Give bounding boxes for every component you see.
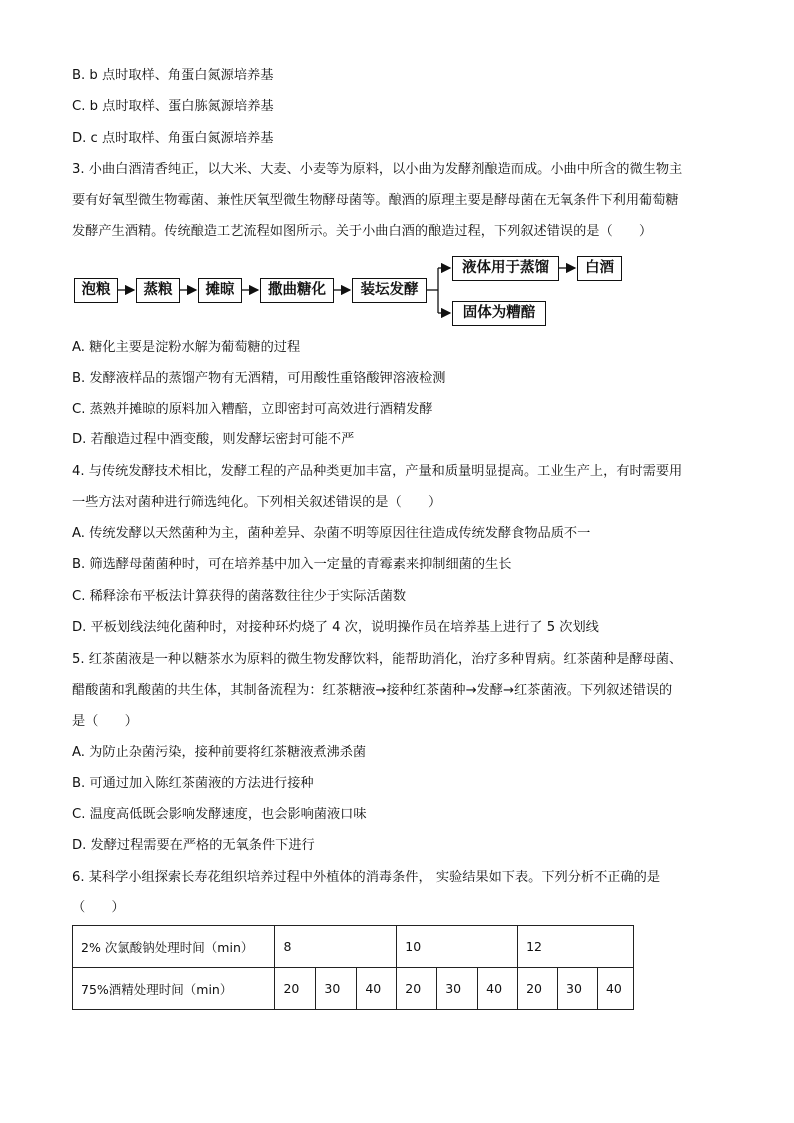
table-cell: 40 — [357, 968, 397, 1010]
option-c-line: C. b 点时取样、蛋白胨氮源培养基 — [72, 99, 274, 114]
q6-stem-line-2: （ ） — [72, 900, 125, 915]
table-cell: 30 — [437, 968, 478, 1010]
q3-option-c: C. 蒸熟并摊晾的原料加入糟醅，立即密封可高效进行酒精发酵 — [72, 402, 433, 417]
row-label-hypochlorite: 2% 次氯酸钠处理时间（min） — [73, 926, 275, 968]
flow-step-steam-grain: 蒸粮 — [136, 278, 180, 303]
table-cell: 20 — [275, 968, 316, 1010]
table-row — [73, 926, 634, 968]
flow-step-baijiu: 白酒 — [577, 256, 622, 281]
q3-option-b: B. 发酵液样品的蒸馏产物有无酒精，可用酸性重铬酸钾溶液检测 — [72, 371, 446, 386]
option-d-line: D. c 点时取样、角蛋白氮源培养基 — [72, 131, 274, 146]
sterilization-table — [72, 925, 634, 1010]
table-cell: 30 — [558, 968, 598, 1010]
table-cell: 40 — [597, 968, 633, 1010]
table-cell: 30 — [316, 968, 357, 1010]
table-cell: 12 — [518, 926, 634, 968]
q5-option-c: C. 温度高低既会影响发酵速度，也会影响菌液口味 — [72, 807, 367, 822]
table-cell: 8 — [275, 926, 397, 968]
q5-option-a: A. 为防止杂菌污染，接种前要将红茶糖液煮沸杀菌 — [72, 745, 367, 760]
flow-step-liquid-distill: 液体用于蒸馏 — [452, 256, 559, 281]
flow-step-solid-residue: 固体为糟醅 — [452, 301, 546, 326]
table-cell: 10 — [397, 926, 518, 968]
table-row — [73, 968, 634, 1010]
table-cell: 20 — [518, 968, 558, 1010]
q4-option-a: A. 传统发酵以天然菌种为主，菌种差异、杂菌不明等原因往往造成传统发酵食物品质不一 — [72, 526, 591, 541]
q5-option-b: B. 可通过加入陈红茶菌液的方法进行接种 — [72, 776, 314, 791]
q4-option-b: B. 筛选酵母菌菌种时，可在培养基中加入一定量的青霉素来抑制细菌的生长 — [72, 557, 512, 572]
q4-stem-line-2: 一些方法对菌种进行筛选纯化。下列相关叙述错误的是（ ） — [72, 495, 442, 510]
flow-step-saccharify: 撒曲糖化 — [260, 278, 334, 303]
q5-stem-line-3: 是（ ） — [72, 714, 138, 729]
q3-option-a: A. 糖化主要是淀粉水解为葡萄糖的过程 — [72, 340, 301, 355]
flow-step-ferment: 装坛发酵 — [352, 278, 427, 303]
q3-stem-line-1: 3. 小曲白酒清香纯正，以大米、大麦、小麦等为原料，以小曲为发酵剂酿造而成。小曲中所含的微生物主 — [72, 162, 683, 177]
q5-stem-line-1: 5. 红茶菌液是一种以糖茶水为原料的微生物发酵饮料，能帮助消化，治疗多种胃病。红茶菌种是酵母菌、 — [72, 652, 683, 667]
table-cell: 40 — [478, 968, 518, 1010]
q3-stem-line-2: 要有好氧型微生物霉菌、兼性厌氧型微生物酵母菌等。酿酒的原理主要是酵母菌在无氧条件下利用葡萄糖 — [72, 193, 679, 208]
q3-stem-line-3: 发酵产生酒精。传统酿造工艺流程如图所示。关于小曲白酒的酿造过程，下列叙述错误的是（ ） — [72, 224, 653, 239]
row-label-ethanol: 75%酒精处理时间（min） — [73, 968, 275, 1010]
table-cell: 20 — [397, 968, 437, 1010]
q3-option-d: D. 若酿造过程中酒变酸，则发酵坛密封可能不严 — [72, 432, 355, 447]
q6-stem-line-1: 6. 某科学小组探索长寿花组织培养过程中外植体的消毒条件， 实验结果如下表。下列分析不正确的是 — [72, 870, 661, 885]
option-b-line: B. b 点时取样、角蛋白氮源培养基 — [72, 68, 274, 83]
q4-option-c: C. 稀释涂布平板法计算获得的菌落数往往少于实际活菌数 — [72, 589, 407, 604]
q4-option-d: D. 平板划线法纯化菌种时，对接种环灼烧了 4 次，说明操作员在培养基上进行了 5 次划线 — [72, 620, 599, 635]
q5-stem-line-2: 醋酸菌和乳酸菌的共生体，其制备流程为：红茶糖液→接种红茶菌种→发酵→红茶菌液。下列叙述错误的 — [72, 683, 673, 698]
q4-stem-line-1: 4. 与传统发酵技术相比，发酵工程的产品种类更加丰富，产量和质量明显提高。工业生产上，有时需要用 — [72, 464, 683, 479]
q5-option-d: D. 发酵过程需要在严格的无氧条件下进行 — [72, 838, 315, 853]
flow-step-soak-grain: 泡粮 — [74, 278, 118, 303]
flow-step-spread-cool: 摊晾 — [198, 278, 242, 303]
